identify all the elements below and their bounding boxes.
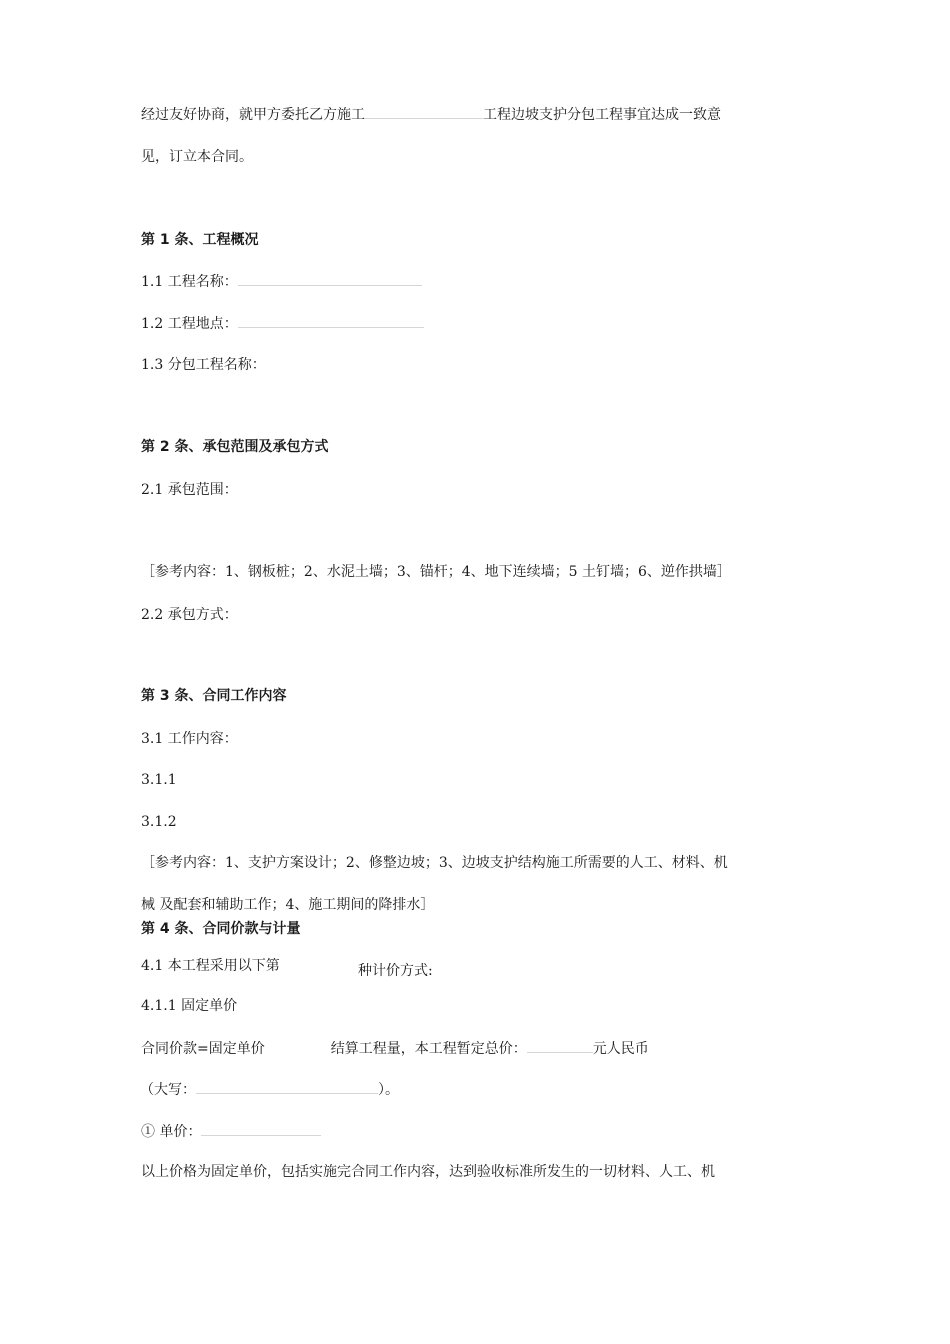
capital-amount-line (140, 1079, 399, 1100)
total-price-field[interactable] (527, 1038, 593, 1053)
article-4-item-1-1: 4.1.1 固定单价 (141, 998, 238, 1014)
capital-amount-label: （大写： (140, 1082, 196, 1098)
article-3-item-1-1: 3.1.1 (141, 772, 177, 788)
article-1-item-3: 1.3 分包工程名称： (141, 357, 266, 373)
article-4-item-1-part-1: 4.1 本工程采用以下第 (141, 958, 280, 974)
project-location-field[interactable] (238, 313, 424, 328)
project-name-field[interactable] (238, 271, 422, 286)
article-3-heading: 第 3 条、合同工作内容 (141, 688, 287, 704)
project-location-label: 1.2 工程地点： (141, 316, 238, 332)
article-1-heading: 第 1 条、工程概况 (141, 232, 259, 248)
capital-amount-field[interactable] (196, 1079, 378, 1094)
article-4-item-1-part-2: 种计价方式: (358, 963, 433, 979)
article-2-item-1: 2.1 承包范围： (141, 482, 238, 498)
unit-price-field[interactable] (201, 1121, 321, 1136)
project-name-label: 1.1 工程名称： (141, 274, 238, 290)
article-3-reference-line-1: ［参考内容：1、支护方案设计；2、修整边坡；3、边坡支护结构施工所需要的人工、材料、机 (141, 855, 728, 871)
contract-price-text-2: 结算工程量，本工程暂定总价： (330, 1041, 527, 1057)
article-1-item-2 (141, 313, 424, 334)
intro-line-2: 见，订立本合同。 (141, 149, 253, 165)
unit-price-label: ① 单价： (141, 1124, 202, 1140)
article-2-item-2: 2.2 承包方式： (141, 607, 238, 623)
project-name-blank[interactable] (365, 104, 483, 119)
article-2-heading: 第 2 条、承包范围及承包方式 (141, 439, 329, 455)
intro-text-2: 工程边坡支护分包工程事宜达成一致意 (483, 107, 721, 123)
article-2-reference: ［参考内容：1、钢板桩；2、水泥土墙；3、锚杆；4、地下连续墙；5 土钉墙；6、逆作拱墙］ (141, 564, 731, 580)
article-3-reference-line-2: 械 及配套和辅助工作；4、施工期间的降排水］ (141, 897, 435, 913)
contract-price-text-3: 元人民币 (592, 1041, 649, 1057)
article-1-item-1 (141, 271, 422, 292)
intro-line-1 (141, 104, 721, 125)
contract-price-text-1: 合同价款=固定单价 (141, 1041, 265, 1057)
article-4-heading: 第 4 条、合同价款与计量 (141, 921, 301, 937)
intro-text-1: 经过友好协商，就甲方委托乙方施工 (141, 107, 365, 123)
unit-price-line (141, 1121, 321, 1142)
contract-price-line (141, 1038, 649, 1059)
closing-paragraph: 以上价格为固定单价，包括实施完合同工作内容，达到验收标准所发生的一切材料、人工、机 (141, 1164, 715, 1180)
article-3-item-1: 3.1 工作内容： (141, 731, 238, 747)
article-3-item-1-2: 3.1.2 (141, 814, 177, 830)
capital-amount-close: ）。 (378, 1082, 399, 1098)
